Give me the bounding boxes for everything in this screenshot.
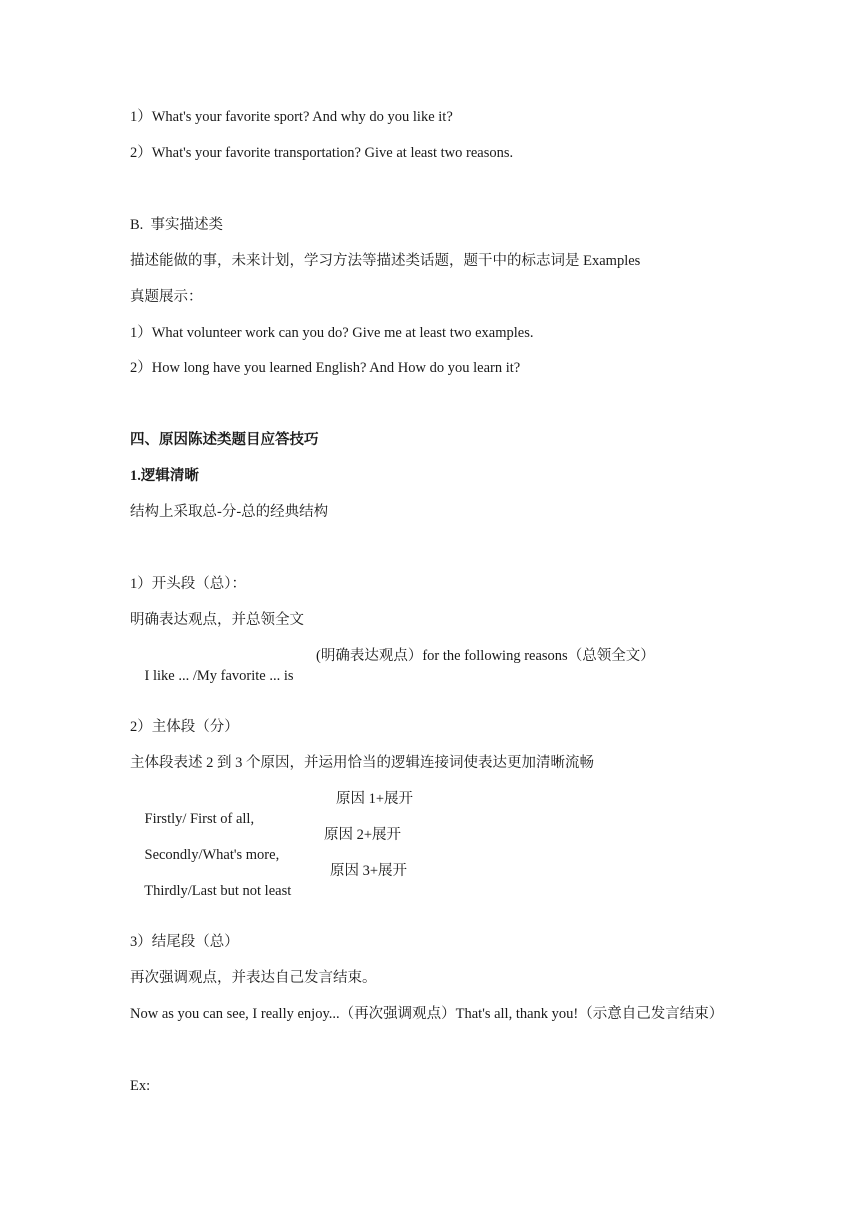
connector-text: Firstly/ First of all, <box>144 811 255 827</box>
question-english: 2）How long have you learned English? And How do you learn it? <box>130 360 521 376</box>
connector-text: Secondly/What's more, <box>144 847 280 863</box>
reason-text: 原因 3+展开 <box>330 863 408 879</box>
opening-template <box>130 646 655 684</box>
body-desc: 主体段表述 2 到 3 个原因，并运用恰当的逻辑连接词使表达更加清晰流畅 <box>130 755 594 771</box>
examples-label: 真题展示： <box>130 289 203 305</box>
section-b-description: 描述能做的事，未来计划，学习方法等描述类话题，题干中的标志词是 Examples <box>130 253 641 269</box>
reason-text: 原因 1+展开 <box>336 791 414 807</box>
opening-template-part2: (明确表达观点）for the following reasons（总领全文） <box>316 648 655 664</box>
body-row <box>130 789 414 827</box>
question-sport: 1）What's your favorite sport? And why do you like it? <box>130 109 453 125</box>
section-b-heading: B. 事实描述类 <box>130 217 224 233</box>
opening-template-part1: I like ... /My favorite ... is <box>144 668 294 684</box>
reason-text: 原因 2+展开 <box>324 827 402 843</box>
question-transportation: 2）What's your favorite transportation? Give at least two reasons. <box>130 145 514 161</box>
opening-title: 1）开头段（总）： <box>130 576 246 592</box>
body-row <box>130 861 408 899</box>
structure-note: 结构上采取总-分-总的经典结构 <box>130 504 329 520</box>
subheading-logic: 1.逻辑清晰 <box>130 468 199 484</box>
section-four-heading: 四、原因陈述类题目应答技巧 <box>130 432 319 448</box>
question-volunteer: 1）What volunteer work can you do? Give me at least two examples. <box>130 325 534 341</box>
closing-title: 3）结尾段（总） <box>130 934 239 950</box>
opening-desc: 明确表达观点，并总领全文 <box>130 612 304 628</box>
body-title: 2）主体段（分） <box>130 719 239 735</box>
closing-desc: 再次强调观点，并表达自己发言结束。 <box>130 970 377 986</box>
connector-text: Thirdly/Last but not least <box>144 883 292 899</box>
body-row <box>130 825 402 863</box>
example-label: Ex: <box>130 1078 151 1094</box>
closing-template: Now as you can see, I really enjoy...（再次强调观点）That's all, thank you!（示意自己发言结束） <box>130 1006 724 1022</box>
